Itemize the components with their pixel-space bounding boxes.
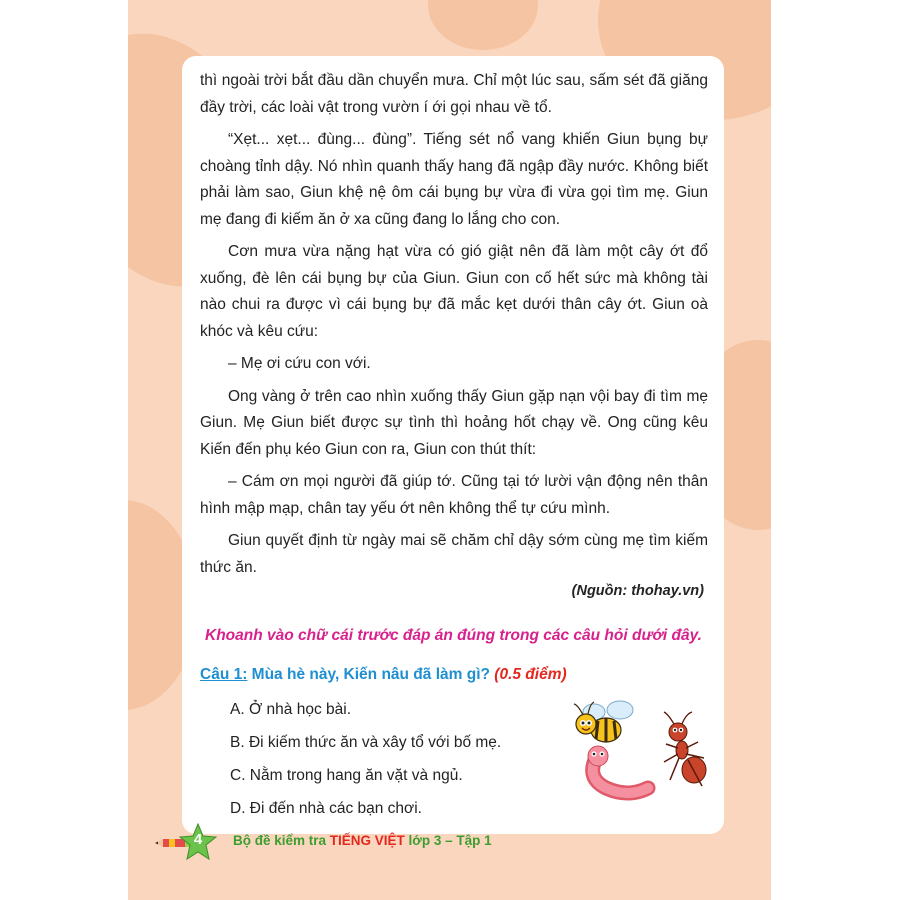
question-text: Mùa hè này, Kiến nâu đã làm gì?: [247, 666, 495, 683]
instruction-text: Khoanh vào chữ cái trước đáp án đúng trong các câu hỏi dưới đây.: [205, 627, 702, 644]
page-footer: [155, 823, 675, 859]
series-prefix: Bộ đề kiểm tra: [233, 833, 330, 848]
answer-option-c[interactable]: C. Nằm trong hang ăn vặt và ngủ.: [230, 767, 463, 784]
story-paragraph: thì ngoài trời bắt đầu dần chuyển mưa. Chỉ một lúc sau, sấm sét đã giăng đầy trời, các loài vật trong vườn í ới gọi nhau về tổ.: [200, 72, 708, 116]
story-paragraph: – Cám ơn mọi người đã giúp tớ. Cũng tại tớ lười vận động nên thân hình mập mạp, chân tay yếu ớt nên không thể tự cứu mình.: [200, 473, 708, 517]
answer-option-d[interactable]: D. Đi đến nhà các bạn chơi.: [230, 800, 422, 817]
background-blob: [428, 0, 538, 50]
question-points: (0.5 điểm): [494, 666, 567, 683]
answer-option-a[interactable]: A. Ở nhà học bài.: [230, 701, 352, 718]
series-suffix: lớp 3 – Tập 1: [404, 833, 492, 848]
story-paragraph: “Xẹt... xẹt... đùng... đùng”. Tiếng sét nổ vang khiến Giun bụng bự choàng tỉnh dậy. Nó nhìn quanh thấy hang đã ngập đầy nước. Không biết phải làm sao, Giun khệ nệ ôm cái bụng bự vừa đi vừa gọi tìm mẹ. Giun mẹ đang đi kiếm ăn ở xa cũng đang lo lắng cho con.: [200, 131, 708, 228]
answer-options: [230, 697, 560, 829]
worm-icon: [588, 746, 648, 793]
story-paragraph: Giun quyết định từ ngày mai sẽ chăm chỉ dậy sớm cùng mẹ tìm kiếm thức ăn.: [200, 532, 708, 576]
story-source: (Nguồn: thohay.vn): [571, 583, 704, 599]
series-subject: TIẾNG VIỆT: [329, 833, 405, 848]
story-text: [200, 68, 708, 587]
story-paragraph: – Mẹ ơi cứu con với.: [228, 355, 371, 372]
question-1: [200, 666, 567, 684]
question-label: Câu 1:: [200, 666, 248, 683]
story-paragraph: Ong vàng ở trên cao nhìn xuống thấy Giun gặp nạn vội bay đi tìm mẹ Giun. Mẹ Giun biết được sự tình thì hoảng hốt chạy về. Ong cũng kêu Kiến đến phụ kéo Giun con ra, Giun con thút thít:: [200, 387, 708, 458]
answer-option-b[interactable]: B. Đi kiếm thức ăn và xây tổ với bố mẹ.: [230, 734, 502, 751]
bee-icon: [574, 701, 633, 742]
story-paragraph: Cơn mưa vừa nặng hạt vừa có gió giật nên đã làm một cây ớt đổ xuống, đè lên cái bụng bự của Giun. Giun con cố hết sức mà không tài nào chui ra được vì cái bụng bự đã mắc kẹt dưới thân cây ớt. Giun oà khóc và kêu cứu:: [200, 243, 708, 340]
ant-icon: [664, 712, 706, 786]
page-number: 4: [193, 831, 203, 848]
book-series-title: [233, 833, 492, 848]
bee-worm-ant-illustration: [568, 696, 718, 806]
